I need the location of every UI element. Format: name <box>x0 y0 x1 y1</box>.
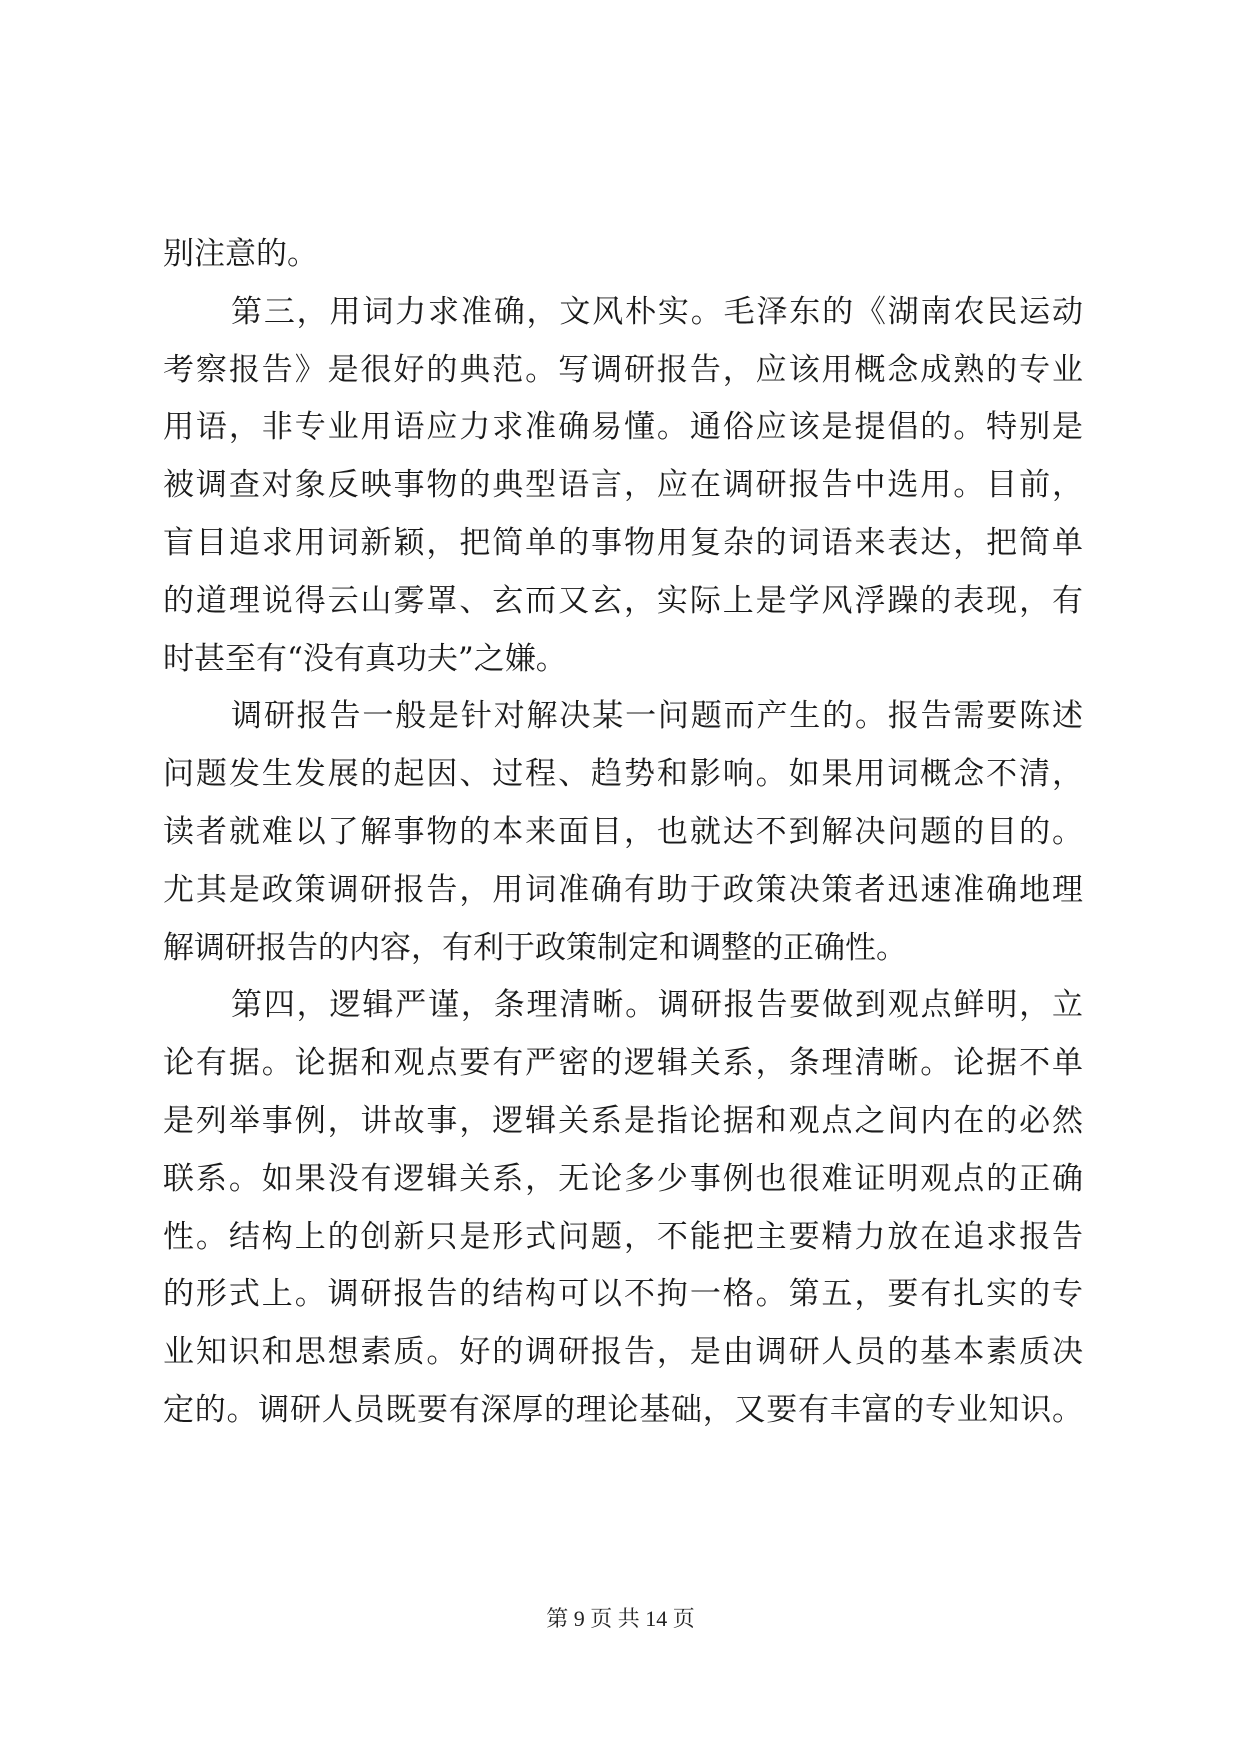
text-line: 盲目追求用词新颖，把简单的事物用复杂的词语来表达，把简单 <box>163 524 1083 561</box>
text-line: 论有据。论据和观点要有严密的逻辑关系，条理清晰。论据不单 <box>163 1045 1083 1082</box>
text-line: 时甚至有“没有真功夫”之嫌。 <box>163 640 567 677</box>
text-line: 读者就难以了解事物的本来面目，也就达不到解决问题的目的。 <box>163 813 1083 850</box>
text-line: 是列举事例，讲故事，逻辑关系是指论据和观点之间内在的必然 <box>163 1102 1083 1139</box>
text-line: 别注意的。 <box>163 236 318 272</box>
text-line: 尤其是政策调研报告，用词准确有助于政策决策者迅速准确地理 <box>163 871 1083 908</box>
page-number-footer: 第 9 页 共 14 页 <box>546 1606 695 1631</box>
text-line: 考察报告》是很好的典范。写调研报告，应该用概念成熟的专业 <box>163 351 1083 388</box>
text-line: 用语，非专业用语应力求准确易懂。通俗应该是提倡的。特别是 <box>163 409 1083 446</box>
text-line: 定的。调研人员既要有深厚的理论基础，又要有丰富的专业知识。 <box>163 1391 1083 1428</box>
text-line: 的道理说得云山雾罩、玄而又玄，实际上是学风浮躁的表现，有 <box>163 582 1083 619</box>
text-line: 问题发生发展的起因、过程、趋势和影响。如果用词概念不清， <box>163 756 1083 793</box>
paragraph-start-line: 第四，逻辑严谨，条理清晰。调研报告要做到观点鲜明，立 <box>231 987 1083 1024</box>
text-line: 性。结构上的创新只是形式问题，不能把主要精力放在追求报告 <box>163 1218 1083 1255</box>
body-text <box>163 226 1083 1440</box>
text-line: 联系。如果没有逻辑关系，无论多少事例也很难证明观点的正确 <box>163 1160 1083 1197</box>
text-line: 业知识和思想素质。好的调研报告，是由调研人员的基本素质决 <box>163 1334 1083 1371</box>
text-line: 被调查对象反映事物的典型语言，应在调研报告中选用。目前， <box>163 467 1083 504</box>
text-line: 解调研报告的内容，有利于政策制定和调整的正确性。 <box>163 929 907 966</box>
paragraph-start-line: 调研报告一般是针对解决某一问题而产生的。报告需要陈述 <box>231 698 1083 735</box>
paragraph-start-line: 第三，用词力求准确，文风朴实。毛泽东的《湖南农民运动 <box>231 293 1083 330</box>
text-line: 的形式上。调研报告的结构可以不拘一格。第五，要有扎实的专 <box>163 1276 1083 1313</box>
